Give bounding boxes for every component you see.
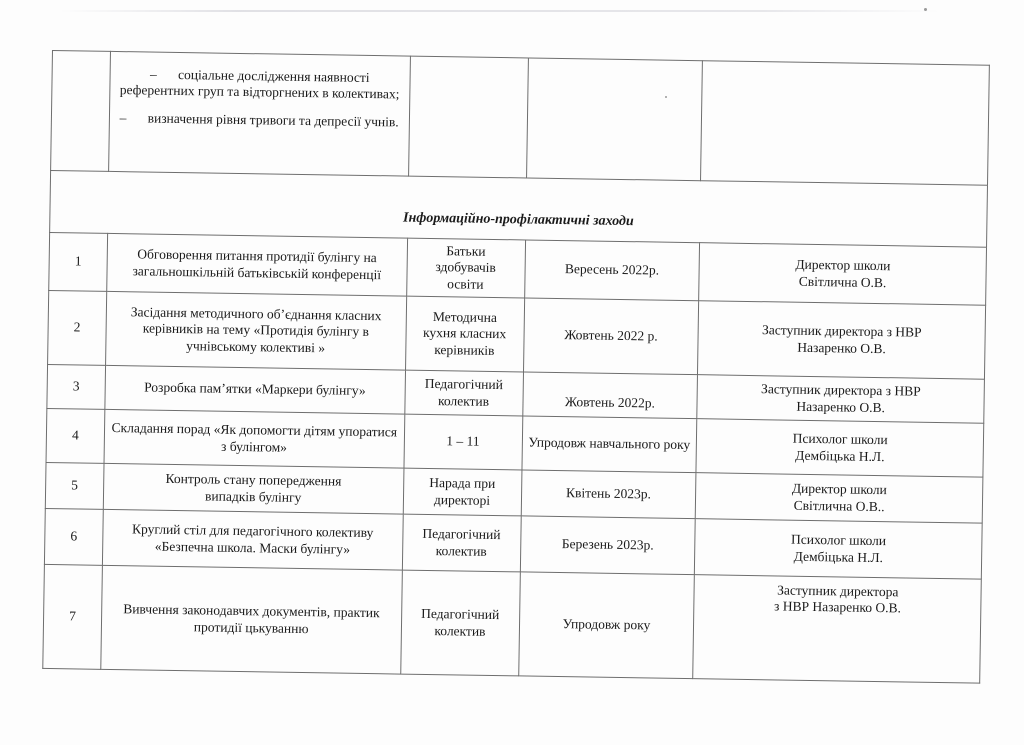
activity-cell	[103, 463, 403, 514]
activity-text: Контроль стану попередження випадків булінгу	[165, 471, 342, 505]
responsible-text: Директор школи Світлична О.В..	[791, 480, 887, 514]
intro-empty-cell	[526, 58, 703, 181]
activity-text: Розробка пам’ятки «Маркери булінгу»	[144, 379, 366, 399]
responsible-text: Заступник директора з НВР Назаренко О.В.	[761, 381, 921, 415]
row-number: 6	[44, 508, 103, 565]
participants-text: Педагогічний колектив	[422, 526, 501, 559]
responsible-cell	[693, 575, 981, 683]
responsible-cell	[696, 473, 983, 523]
activity-text: Складання порад «Як допомогти дітям упоратися з булінгом»	[111, 420, 398, 455]
date-cell	[524, 240, 700, 301]
row-number: 1	[49, 232, 108, 291]
row-number: 4	[46, 408, 105, 463]
intro-empty-cell	[701, 61, 990, 185]
scan-speck	[924, 8, 927, 11]
section-title: Інформаційно-профілактичні заходи	[50, 170, 988, 247]
date-text: Березень 2023р.	[561, 536, 654, 553]
date-text: Упродовж року	[562, 616, 651, 633]
responsible-cell	[697, 375, 984, 423]
date-cell	[518, 572, 694, 679]
intro-row	[51, 51, 990, 186]
responsible-text: Заступник директора з НВР Назаренко О.В.	[761, 322, 922, 356]
intro-bullets-cell	[109, 51, 411, 176]
date-cell	[522, 372, 697, 419]
intro-num-cell	[51, 51, 111, 172]
responsible-text: Директор школи Світлична О.В.	[795, 257, 891, 290]
table-row	[43, 564, 982, 683]
responsible-cell	[698, 301, 986, 379]
dash-marker: –	[149, 66, 157, 82]
participants-text: Нарада при директорі	[429, 475, 496, 508]
participants-text: Батьки здобувачів освіти	[435, 243, 496, 292]
participants-cell	[404, 414, 523, 470]
intro-bullet	[114, 66, 405, 103]
row-number: 2	[48, 290, 107, 365]
row-number: 7	[43, 564, 103, 669]
date-text: Жовтень 2022 р.	[564, 327, 658, 344]
activity-text: Вивчення законодавчих документів, практик протидії цькуванню	[123, 601, 380, 636]
responsible-text: Психолог школи Дембіцька Н.Л.	[790, 531, 887, 565]
participants-cell	[402, 514, 521, 572]
dash-marker: –	[119, 110, 127, 126]
responsible-text: Заступник директора з НВР Назаренко О.В.	[773, 582, 902, 616]
activity-text: Обговорення питання протидії булінгу на загальношкільній батьківській конференції	[132, 246, 382, 282]
responsible-cell	[699, 243, 987, 305]
participants-text: 1 – 11	[446, 433, 480, 450]
date-text: Квітень 2023р.	[565, 485, 652, 502]
date-cell	[521, 470, 697, 519]
date-cell	[521, 416, 697, 473]
responsible-text: Психолог школи Дембіцька Н.Л.	[792, 430, 888, 464]
date-cell	[523, 298, 699, 375]
date-text: Упродовж навчального року	[528, 434, 691, 453]
participants-cell	[406, 238, 525, 298]
date-text: Жовтень 2022р.	[564, 393, 656, 411]
participants-text: Педагогічний колектив	[421, 606, 500, 639]
intro-bullet-text: визначення рівня тривоги та депресії учнів.	[147, 110, 399, 130]
responsible-cell	[696, 419, 983, 477]
participants-cell	[403, 468, 522, 516]
activity-text: Круглий стіл для педагогічного колективу «Безпечна школа. Маски булінгу»	[131, 521, 374, 557]
responsible-cell	[695, 519, 983, 579]
intro-bullet-text: соціальне дослідження наявності референтних груп та відторгнених в колективах;	[119, 66, 400, 102]
activity-text: Засідання методичного об’єднання класних керівників на тему «Протидія булінгу в учнівському колективі »	[130, 304, 382, 355]
date-cell	[520, 516, 696, 575]
participants-cell	[405, 296, 524, 372]
participants-cell	[400, 570, 520, 676]
row-number: 3	[47, 364, 106, 409]
row-number: 5	[45, 462, 104, 509]
intro-bullet	[114, 110, 405, 131]
activity-cell	[107, 233, 408, 296]
intro-empty-cell	[408, 56, 528, 178]
participants-text: Педагогічний колектив	[424, 376, 504, 409]
activity-cell	[105, 365, 405, 414]
participants-text: Методична кухня класних керівників	[422, 309, 507, 358]
activity-cell	[101, 565, 402, 674]
activity-plan-table	[42, 50, 990, 684]
activity-cell	[104, 409, 404, 468]
participants-cell	[404, 370, 523, 416]
scan-artifact-line	[60, 10, 940, 12]
activity-cell	[102, 509, 402, 570]
date-text: Вересень 2022р.	[564, 261, 660, 278]
activity-cell	[105, 291, 406, 370]
